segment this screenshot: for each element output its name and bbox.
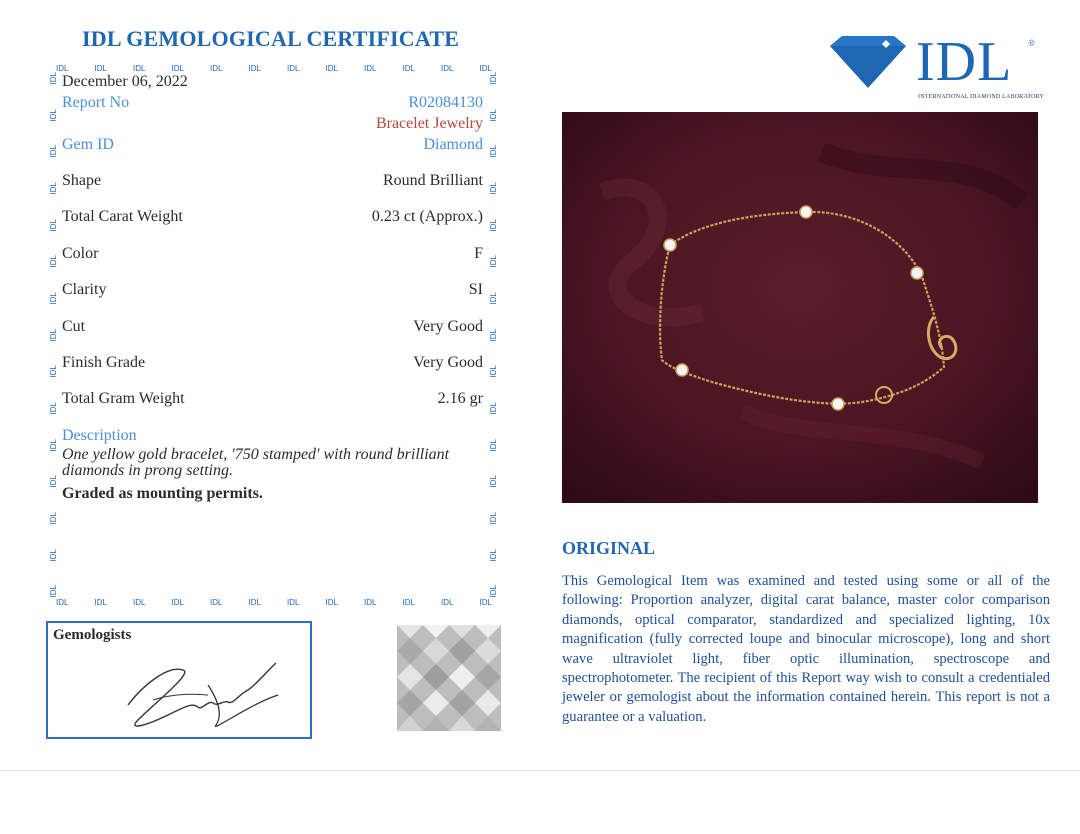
- description-label-row: [62, 427, 483, 445]
- border-pattern-mark: IDL: [49, 292, 58, 305]
- field-row-finish: [62, 354, 483, 372]
- border-pattern-mark: IDL: [441, 63, 454, 73]
- border-pattern-mark: IDL: [171, 63, 184, 73]
- signature-image: [98, 645, 298, 735]
- border-pattern-mark: IDL: [49, 475, 58, 488]
- original-disclaimer-text: This Gemological Item was examined and tested using some or all of the following: Proportion analyzer, digital carat balance, master color comparison diamonds, optical comparator, standardized and specialized lighting, 10x magnification (fully corrected loupe and binocular microscope), long and short wave ultraviolet light, fiber optic illumination, spectroscope and spectrophotometer. The recipient of this Report way wish to consult a credentialed jeweler or gemologist about the information contained herein. This report is not a guarantee or a valuation.: [562, 573, 1050, 725]
- border-pattern-mark: IDL: [49, 72, 58, 85]
- border-pattern-left: [48, 72, 60, 598]
- field-value: Very Good: [413, 354, 483, 371]
- gemologists-box: [46, 621, 312, 739]
- border-pattern-mark: IDL: [479, 597, 492, 607]
- description-label: Description: [62, 427, 137, 444]
- item-type-row: [62, 115, 483, 133]
- date-row: [62, 73, 483, 91]
- item-type-value: Bracelet Jewelry: [375, 115, 483, 132]
- field-value: SI: [468, 281, 483, 298]
- field-value: Round Brilliant: [383, 172, 483, 189]
- registered-mark: ®: [1028, 38, 1035, 48]
- field-label: Total Carat Weight: [62, 208, 183, 225]
- border-pattern-mark: IDL: [49, 145, 58, 158]
- gem-id-value: Diamond: [423, 136, 483, 153]
- hologram-security-seal: [397, 625, 501, 731]
- field-label: Shape: [62, 172, 102, 189]
- border-pattern-mark: IDL: [49, 255, 58, 268]
- diamond-logo-icon: [828, 36, 908, 88]
- field-row-gram-weight: [62, 390, 483, 408]
- description-text: One yellow gold bracelet, '750 stamped' with round brilliant diamonds in prong setting.: [62, 446, 450, 479]
- field-row-cut: [62, 318, 483, 336]
- border-pattern-mark: IDL: [489, 182, 498, 195]
- original-heading: ORIGINAL: [562, 538, 656, 558]
- border-pattern-mark: IDL: [49, 108, 58, 122]
- border-pattern-mark: IDL: [402, 597, 415, 607]
- field-value: 0.23 ct (Approx.): [371, 208, 483, 225]
- border-pattern-mark: IDL: [489, 328, 498, 342]
- border-pattern-mark: IDL: [479, 63, 492, 73]
- field-row-clarity: [62, 281, 483, 299]
- certificate-title: IDL GEMOLOGICAL CERTIFICATE: [82, 26, 460, 51]
- border-pattern-mark: IDL: [489, 512, 498, 525]
- border-pattern-mark: IDL: [489, 255, 498, 268]
- gem-id-label: Gem ID: [62, 136, 114, 153]
- field-row-color: [62, 245, 483, 263]
- border-pattern-mark: IDL: [489, 108, 498, 122]
- border-pattern-mark: IDL: [248, 63, 261, 73]
- border-pattern-mark: IDL: [49, 585, 58, 598]
- border-pattern-mark: IDL: [489, 475, 498, 488]
- border-pattern-mark: IDL: [489, 292, 498, 305]
- report-no-row: [62, 94, 483, 112]
- border-pattern-mark: IDL: [49, 182, 58, 195]
- field-value: 2.16 gr: [437, 390, 483, 407]
- border-pattern-mark: IDL: [287, 63, 300, 73]
- border-pattern-mark: IDL: [49, 438, 58, 452]
- bracelet-photo: [562, 112, 1038, 503]
- border-pattern-mark: IDL: [325, 597, 338, 607]
- border-pattern-mark: IDL: [94, 63, 107, 73]
- border-pattern-mark: IDL: [49, 218, 58, 232]
- border-pattern-right: [488, 72, 500, 598]
- field-label: Clarity: [62, 281, 107, 298]
- border-pattern-mark: IDL: [49, 548, 58, 562]
- border-pattern-mark: IDL: [56, 597, 69, 607]
- report-date: December 06, 2022: [62, 73, 188, 90]
- gem-id-row: [62, 136, 483, 154]
- border-pattern-mark: IDL: [49, 402, 58, 415]
- border-pattern-mark: IDL: [49, 365, 58, 378]
- logo-text: IDL: [916, 31, 1013, 93]
- graded-note: Graded as mounting permits.: [62, 485, 263, 502]
- field-label: Finish Grade: [62, 354, 146, 371]
- field-row-carat: [62, 208, 483, 226]
- field-label: Color: [62, 245, 99, 262]
- border-pattern-mark: IDL: [210, 597, 223, 607]
- border-pattern-mark: IDL: [489, 585, 498, 598]
- border-pattern-mark: IDL: [489, 365, 498, 378]
- border-pattern-mark: IDL: [210, 63, 223, 73]
- border-pattern-mark: IDL: [248, 597, 261, 607]
- border-pattern-mark: IDL: [94, 597, 107, 607]
- field-label: Cut: [62, 318, 86, 335]
- border-pattern-mark: IDL: [402, 63, 415, 73]
- border-pattern-mark: IDL: [489, 145, 498, 158]
- field-value: Very Good: [413, 318, 483, 335]
- field-row-shape: [62, 172, 483, 190]
- gemologists-label: Gemologists: [53, 627, 132, 643]
- border-pattern-mark: IDL: [364, 63, 377, 73]
- report-no-value: R02084130: [408, 94, 483, 111]
- border-pattern-mark: IDL: [287, 597, 300, 607]
- border-pattern-mark: IDL: [56, 63, 69, 73]
- border-pattern-mark: IDL: [325, 63, 338, 73]
- border-pattern-mark: IDL: [489, 548, 498, 562]
- border-pattern-mark: IDL: [171, 597, 184, 607]
- border-pattern-mark: IDL: [489, 438, 498, 452]
- border-pattern-mark: IDL: [489, 218, 498, 232]
- border-pattern-mark: IDL: [49, 512, 58, 525]
- border-pattern-bottom: [56, 596, 492, 608]
- border-pattern-mark: IDL: [489, 72, 498, 85]
- logo-subtitle: INTERNATIONAL DIAMOND LABORATORY: [918, 94, 1045, 100]
- field-label: Total Gram Weight: [62, 390, 185, 407]
- report-no-label: Report No: [62, 94, 130, 111]
- field-value: F: [474, 245, 483, 262]
- border-pattern-mark: IDL: [489, 402, 498, 415]
- border-pattern-mark: IDL: [133, 597, 146, 607]
- border-pattern-mark: IDL: [133, 63, 146, 73]
- border-pattern-mark: IDL: [441, 597, 454, 607]
- border-pattern-mark: IDL: [364, 597, 377, 607]
- border-pattern-mark: IDL: [49, 328, 58, 342]
